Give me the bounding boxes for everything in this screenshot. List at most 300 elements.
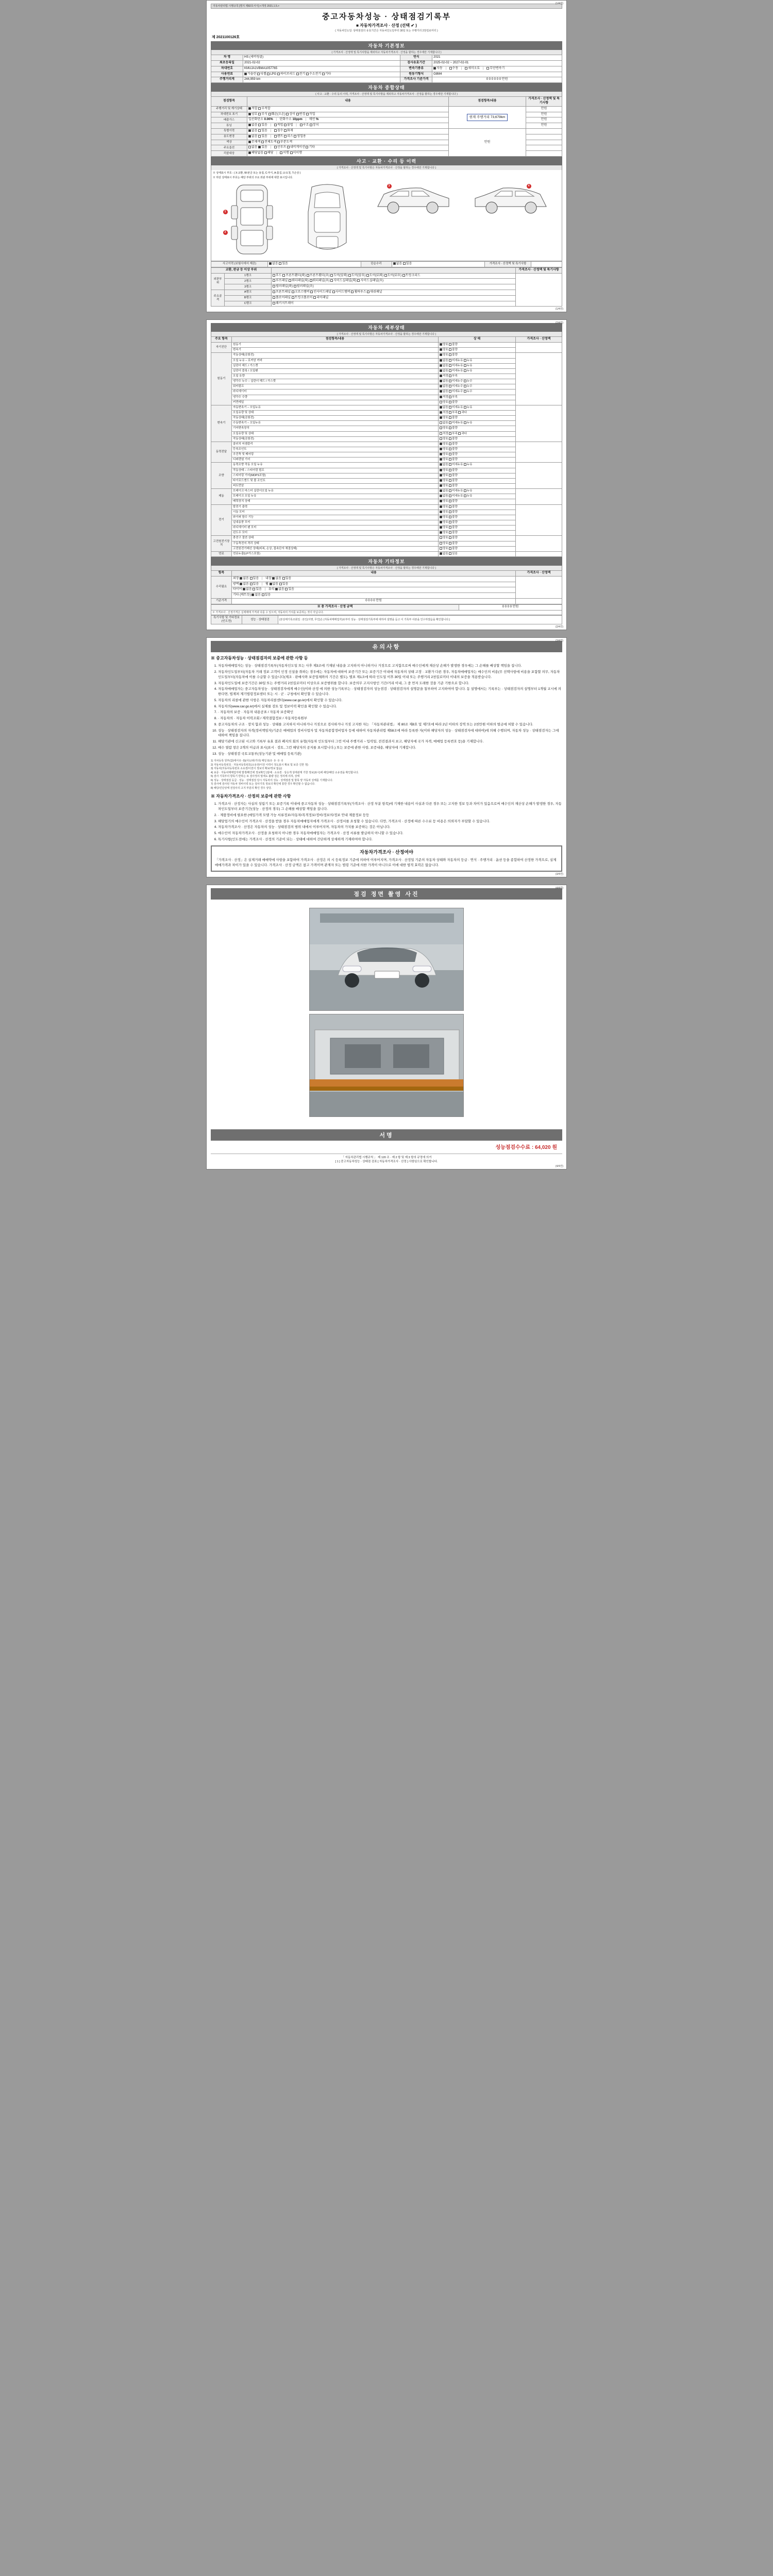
checkbox-option[interactable]: 불량 — [449, 458, 458, 461]
checkbox-option[interactable]: 부족 — [449, 375, 458, 378]
checkbox-option[interactable]: 양호 — [440, 453, 448, 456]
car-diagram-side-left — [372, 181, 454, 218]
detail-state-table — [211, 336, 562, 557]
price-cell-merged: 만원 — [449, 129, 526, 157]
checkbox-option[interactable]: 없음 — [248, 129, 258, 132]
checkbox-option[interactable]: 필러패널(좌) — [273, 285, 293, 288]
row-value-3 — [531, 262, 562, 267]
row-options: 없음 있음 | 적법 불법 | 구조 장치 — [247, 123, 449, 129]
checkbox-option[interactable]: 양호 — [440, 416, 448, 419]
checkbox-option[interactable]: 불량 — [449, 536, 458, 539]
checkbox-option[interactable]: 과다 — [458, 411, 467, 414]
checkbox-option[interactable]: 없음 — [440, 421, 448, 425]
price-cell — [516, 576, 562, 598]
table-row — [211, 279, 562, 284]
sub-item: 7) 검사에 검사된 자동차 정비이력 또는 검사기록 정보의 확인에 통한 경우 확인할 수 없습니다. — [211, 783, 315, 786]
checkbox-option[interactable]: 있음 — [258, 124, 267, 127]
transmission-options: 자동 | 수동 | 세미오토 | 무단변속기 — [432, 66, 562, 72]
checkbox-option[interactable]: 양호 — [440, 511, 448, 514]
checkbox-option[interactable]: 불량 — [449, 416, 458, 419]
checkbox-option[interactable]: 부족 — [449, 411, 458, 414]
checkbox-option[interactable]: 없음 — [251, 594, 261, 597]
list-item: 8. · 자동차의 · 자동차 이력조회 / 제작결함정보 / 자동차등록원부 — [218, 716, 562, 721]
checkbox-option[interactable]: 불량 — [449, 401, 458, 404]
checkbox-option[interactable]: 미세누유 — [449, 364, 463, 367]
list-item: 3. 해당업기의 매수인이 가격조사 · 산정을 받을 경우 자동차매매업자에게 가격조사 · 산정서를 요청할 수 있습니다. 다만, 가격조사 · 산정에 따른 수수료 등 비용은 의뢰자가 부담할 수 있습니다. — [218, 819, 562, 824]
table-row — [211, 436, 562, 442]
price-cell — [516, 551, 562, 556]
parts-rank-items — [272, 295, 516, 301]
table-row — [211, 526, 562, 531]
row-options: 외장 없음 있음 | 내장 없음 있음 — [232, 576, 516, 582]
checkbox-option[interactable]: 있음 — [403, 262, 412, 265]
section-note-other: ( 가격조사 · 산정액 및 특기사항은 자동차가격조사 · 산정을 할하는 경우에만 기재합니다 ) — [211, 566, 562, 570]
checkbox-option[interactable]: 이행 — [280, 151, 289, 155]
checkbox-option[interactable]: 불량 — [449, 453, 458, 456]
guarantee-title: 자동차가격조사 · 산정여야 — [360, 849, 413, 855]
checkbox-option[interactable]: 휠하우스 — [351, 291, 366, 294]
form-legal-note: 자동차관리법 시행규칙 [별지 제82호서식] <개정 2021.1.5.> — [211, 4, 562, 9]
checkbox-option[interactable]: 부족 — [449, 396, 458, 399]
checkbox-option[interactable]: 디젤 — [257, 73, 266, 76]
checkbox-option[interactable]: 불량 — [449, 500, 458, 503]
checkbox-option[interactable]: 없음 — [275, 588, 284, 591]
list-item: 2. · 제품정비에 필요한 (매입가격 모델 가능 서류정보/자동차/목적정보/정비/정보의/정보 안내 제품정보 등등 — [218, 813, 562, 818]
row-options — [268, 262, 361, 267]
checkbox-option[interactable]: 무단변속기 — [486, 67, 505, 70]
checkbox-option[interactable]: 프론트휀더(우) — [307, 274, 330, 277]
checkbox-option[interactable]: 사이드실패널(좌) — [330, 279, 357, 282]
checkbox-option[interactable]: 없음 — [440, 390, 448, 393]
checkbox-option[interactable]: 미세누수 — [449, 390, 463, 393]
item-label: 디퍼렌셜 기어 — [232, 457, 439, 463]
checkbox-option[interactable]: 리스 — [284, 135, 293, 138]
checkbox-option[interactable]: 없음 — [440, 406, 448, 409]
photo-area — [211, 900, 562, 1125]
checkbox-option[interactable]: 도어(뒤우) — [384, 274, 401, 277]
section-band-detail: 자동차 세부상태 — [211, 323, 562, 332]
table-row — [211, 295, 562, 301]
checkbox-option[interactable]: 양호 — [440, 343, 448, 346]
checkbox-option[interactable]: 하이브리드 — [277, 73, 295, 76]
price-cell — [516, 405, 562, 442]
checkbox-option[interactable]: 작업 — [306, 113, 315, 116]
checkbox-option[interactable]: 없음 — [248, 146, 258, 149]
checkbox-option[interactable]: 누유 — [464, 369, 473, 372]
item-label: 오일유량 및 상태 — [232, 431, 439, 436]
checkbox-option[interactable]: 불법 — [284, 124, 293, 127]
other-info-table — [211, 570, 562, 604]
checkbox-option[interactable]: 양호 — [440, 516, 448, 519]
checkbox-option[interactable]: 불량 — [449, 521, 458, 524]
checkbox-option[interactable]: 수동 — [449, 67, 459, 70]
checkbox-option[interactable]: 미세누수 — [449, 380, 463, 383]
checkbox-option[interactable]: 없음 — [440, 369, 448, 372]
checkbox-option[interactable]: 수소전기 — [306, 73, 321, 76]
special-text: (본상태기록조회일 : 본인(서명, 무인)은 (자동차매매업자)로부터 성능 · 상태점검기록부에 대하여 설명을 듣고 이 기록부 사본을 인수하였음을 확인합니다.) — [278, 616, 562, 624]
checkbox-option[interactable]: 루프패널 — [273, 279, 288, 282]
list-item: 10. 성능 · 상태점검자의 자격(정비책임자)기준은 매매업의 정비사업자 및 자동차종합정비업자 등에 대하여 자동차관리법 제58조에 따라 등록한 자(이하 해당자의 성능 · 상태점검자에 대하여)에 의해 수행되며, 자동차 성능 · 상태점검자는 그에 대하여 책임을 집니다. — [218, 728, 562, 739]
item-label: 오일 누유 – 로커암 커버 — [232, 358, 439, 363]
parts-rank-label: 2랭크 — [225, 279, 272, 284]
checkbox-option[interactable]: 부족 — [449, 432, 458, 435]
checkbox-option[interactable]: 양호 — [440, 547, 448, 550]
checkbox-option[interactable]: LPG — [267, 73, 276, 76]
page-1 — [206, 0, 567, 312]
checkbox-option[interactable]: 기타 — [306, 146, 315, 149]
car-diagram-top — [299, 181, 356, 259]
checkbox-option[interactable]: 누유 — [464, 364, 473, 367]
checkbox-option[interactable]: 세미오토 — [465, 67, 480, 70]
checkbox-option[interactable]: 있음 — [250, 577, 259, 580]
checkbox-option[interactable]: 트렁크플로어 — [292, 296, 313, 299]
item-options — [439, 515, 516, 520]
checkbox-option[interactable]: 미이행 — [290, 151, 302, 155]
checkbox-option[interactable]: 불량 — [449, 353, 458, 357]
price-cell — [526, 134, 562, 140]
checkbox-option[interactable]: 침수 — [274, 129, 283, 132]
item-label: 오일 유량 — [232, 374, 439, 379]
item-options — [439, 411, 516, 416]
table-row — [211, 55, 562, 61]
checkbox-option[interactable]: 있음 — [285, 588, 294, 591]
checkbox-option[interactable]: 도어(앞좌) — [330, 274, 347, 277]
item-label: 윈도우 모터 — [232, 531, 439, 536]
checkbox-option[interactable]: 불량 — [449, 531, 458, 534]
checkbox-option[interactable]: 누수 — [464, 390, 473, 393]
checkbox-option[interactable]: 양호 — [440, 479, 448, 482]
group-label: 조향 — [211, 463, 232, 489]
checkbox-option[interactable]: 누수 — [464, 385, 473, 388]
checkbox-option[interactable]: 누유 — [464, 359, 473, 362]
vehicle-underbody-photo — [309, 1014, 464, 1117]
checkbox-option[interactable]: 없음 — [440, 380, 448, 383]
parts-rank-items — [272, 273, 516, 279]
checkbox-option[interactable]: 필러패널(우) — [294, 285, 314, 288]
checkbox-option[interactable]: 없음 — [272, 577, 281, 580]
item-options — [439, 457, 516, 463]
car-top-svg — [299, 181, 356, 258]
checkbox-option[interactable]: 해당없음 — [248, 151, 263, 155]
checkbox-option[interactable]: 불량 — [449, 542, 458, 545]
checkbox-option[interactable]: 전체도색 — [261, 141, 276, 144]
page-3 — [206, 637, 567, 877]
checkbox-option[interactable]: 불량 — [449, 469, 458, 472]
row-label: 특별이력 — [211, 129, 247, 134]
checkbox-option[interactable]: 있음 — [449, 552, 458, 555]
checkbox-option[interactable]: 양호 — [440, 443, 448, 446]
table-row — [211, 353, 562, 358]
checkbox-option[interactable]: 없음 — [240, 577, 249, 580]
checkbox-option[interactable]: 없음 — [270, 583, 279, 586]
document-number — [212, 35, 562, 40]
checkbox-option[interactable]: 사이드실패널(우) — [357, 279, 383, 282]
item-options — [439, 343, 516, 348]
checkbox-option[interactable]: 패키지트레이 — [273, 302, 294, 305]
checkbox-option[interactable]: 리어패널 — [313, 296, 328, 299]
checkbox-option[interactable]: 양호 — [440, 521, 448, 524]
checkbox-option[interactable]: 양호 — [440, 353, 448, 357]
table-row — [211, 379, 562, 384]
item-options — [439, 442, 516, 447]
checkbox-option[interactable]: 미세누유 — [449, 369, 463, 372]
price-cell — [516, 343, 562, 353]
checkbox-option[interactable]: 적정 — [440, 432, 448, 435]
total-value: 0 0 0 0 만원 — [459, 604, 562, 610]
checkbox-option[interactable]: 누유 — [464, 495, 473, 498]
checkbox-option[interactable]: 미세누유 — [449, 489, 463, 493]
damaged-parts-table — [211, 267, 562, 307]
damage-marker: 1 — [223, 210, 228, 214]
notice-section-1-title: ※ 중고자동차성능 · 상태점검자의 보증에 관한 사항 등 — [211, 656, 308, 661]
checkbox-option[interactable]: 있음 — [282, 577, 292, 580]
checkbox-option[interactable]: 화재 — [284, 129, 293, 132]
checkbox-option[interactable]: 기타 — [322, 73, 331, 76]
row-options — [247, 112, 449, 117]
checkbox-option[interactable]: 양호 — [440, 531, 448, 534]
damage-marker: 2 — [223, 230, 228, 235]
checkbox-option[interactable]: 없음 — [248, 124, 258, 127]
item-options — [439, 363, 516, 368]
checkbox-option[interactable]: 변경 — [296, 113, 306, 116]
checkbox-option[interactable]: 양호 — [440, 437, 448, 440]
footer-line-1: 「 자동차관리법 시행규칙 」 제 120 조 · 제 2 항 및 제 3 항의 규정에 의거 — [341, 1156, 432, 1159]
checkbox-option[interactable]: 없음 — [440, 359, 448, 362]
checkbox-option[interactable]: 없음 — [440, 385, 448, 388]
sub-item: 8) 해당/진단상태 전검사의 고지 부분의 확인 경우 상당. — [211, 786, 272, 790]
table-header-row — [211, 570, 562, 576]
checkbox-option[interactable]: 있음 — [258, 135, 267, 138]
item-options — [439, 368, 516, 374]
checkbox-option[interactable]: 적정 — [440, 375, 448, 378]
checkbox-option[interactable]: 양호 — [440, 427, 448, 430]
col-header-item: 점검항목 — [211, 97, 247, 107]
list-item: 3. 자동차인도일에 보증기간은 30일 또는 주행거리 2천킬로미터 이상으로 보증범위를 합니다. 보증의무 고지사항인 기간/거리 이내, 그 중 먼저 도래한 것을 기준 기한으로 합니다. — [218, 681, 562, 686]
checkbox-option[interactable]: 도어(뒤좌) — [366, 274, 383, 277]
checkbox-option[interactable]: 내비게이션 — [287, 146, 305, 149]
checkbox-option[interactable]: 부분도색 — [277, 141, 292, 144]
list-item: 2. 자동차인도일부터(자동차 거래 정보 고객이 인정 신설을 취하는 경우에는 자동차에 대하여 보증기간 또는 보증기간 이내에 자동차의 상태 고장 · 교환가 다른 경우, 자동차매매업자는 매수인의 비용(무 선택사항에 비용을 포함할 의무, 자동차인도일부터(자동차에 이를 수급할 수 있습니다(제조 · 판매사와 보증업체와의 기간은 별도). 별표 제1조에 따라 인도일 이후 30일 이내 또는 주행거리 2천킬로미터 이내의 보증을 적용받습니다. — [218, 670, 562, 680]
checkbox-option[interactable]: 없음 — [269, 262, 278, 265]
sub-item: 1) 지차등록 원부(갑)에서 0 - 0)(사도/위/기타) 매일 0) 0 · 0 · 0 · 0 — [211, 759, 283, 763]
checkbox-option[interactable]: 불량 — [449, 479, 458, 482]
checkbox-option[interactable]: 불량 — [449, 526, 458, 529]
checkbox-option[interactable]: 불량 — [449, 474, 458, 477]
diagram-legend-2: ※ 하단 상태표시 부호는 해당 부위의 주요 외판 부위에 대한 표시입니다. — [213, 176, 293, 179]
checkbox-option[interactable]: 해당 — [264, 151, 274, 155]
checkbox-option[interactable]: 없음 — [393, 262, 402, 265]
checkbox-option[interactable]: 양호 — [248, 113, 258, 116]
checkbox-option[interactable]: 트렁크리드 — [402, 274, 421, 277]
checkbox-option[interactable]: 양호 — [440, 458, 448, 461]
checkbox-option[interactable]: 양호 — [440, 542, 448, 545]
checkbox-option[interactable]: 적정 — [440, 411, 448, 414]
checkbox-option[interactable]: 적법 — [274, 124, 283, 127]
checkbox-option[interactable]: 양호 — [440, 474, 448, 477]
checkbox-option[interactable]: 가솔린 — [244, 73, 256, 76]
checkbox-option[interactable]: 미세누유 — [449, 495, 463, 498]
item-options — [439, 426, 516, 431]
checkbox-option[interactable]: 크로스멤버 — [292, 291, 310, 294]
item-options — [439, 431, 516, 436]
checkbox-option[interactable]: 있음 — [279, 583, 289, 586]
checkbox-option[interactable]: 불량 — [449, 484, 458, 487]
checkbox-option[interactable]: 프론트패널 — [273, 291, 291, 294]
table-row — [211, 551, 562, 556]
checkbox-option[interactable]: 훼손(오손) — [268, 113, 285, 116]
row-label: 리콜대상 — [211, 151, 247, 157]
damage-diagram-area — [211, 170, 562, 261]
list-item: 6. 자동차의(www.car.go.kr)에서 실제를 검토 및 정보이력 확인을 확인할 수 있습니다. — [218, 704, 562, 709]
checkbox-option[interactable]: 플로어패널 — [273, 296, 291, 299]
notice-title: 유의사항 — [211, 641, 562, 652]
checkbox-option[interactable]: 불량 — [449, 437, 458, 440]
checkbox-option[interactable]: 적합 — [248, 107, 258, 110]
section-band-other: 자동차 기타정보 — [211, 557, 562, 566]
section-note-overall: ( 사고 · 교환 · 수리 등의 이력, 가격조사 · 산정액 및 특기사항을 제외하고 자동차가격조사 · 산정을 할하는 경우에만 기재합니다 ) — [211, 92, 562, 96]
item-options — [439, 353, 516, 358]
checkbox-option[interactable]: 불량 — [449, 511, 458, 514]
checkbox-option[interactable]: 영업용 — [294, 135, 306, 138]
checkbox-option[interactable]: 미세누수 — [449, 385, 463, 388]
checkbox-option[interactable]: 누유 — [464, 421, 473, 425]
checkbox-option[interactable]: 있음 — [262, 594, 271, 597]
checkbox-option[interactable]: 없음 — [440, 463, 448, 466]
row-value: HS (세버링클) — [243, 55, 400, 61]
checkbox-option[interactable]: 부식 — [258, 113, 267, 116]
checkbox-option[interactable]: 과다 — [458, 432, 467, 435]
checkbox-option[interactable]: 있음 — [258, 129, 267, 132]
checkbox-option[interactable]: 미세누유 — [449, 359, 463, 362]
list-item: 6. 특기사항(인도전에는 가격조사 · 산정의 기준이 되는 · 상태에 대하여 간단하게 상세하게 기재하여야 합니다. — [218, 837, 562, 842]
checkbox-option[interactable]: 있음 — [279, 262, 288, 265]
checkbox-option[interactable]: 없음 — [243, 588, 252, 591]
checkbox-option[interactable]: 없음 — [440, 489, 448, 493]
checkbox-option[interactable]: 양호 — [440, 526, 448, 529]
checkbox-option[interactable]: 자동 — [433, 67, 443, 70]
checkbox-option[interactable]: 불량 — [449, 547, 458, 550]
checkbox-option[interactable]: 없음 — [440, 552, 448, 555]
checkbox-option[interactable]: 없음 — [440, 495, 448, 498]
checkbox-option[interactable]: 있음 — [253, 588, 262, 591]
checkbox-option[interactable]: 양호 — [440, 469, 448, 472]
checkbox-option[interactable]: 렌트 — [274, 135, 283, 138]
parts-rank-items — [272, 290, 516, 295]
checkbox-option[interactable]: 누수 — [464, 380, 473, 383]
checkbox-option[interactable]: 후드 — [273, 274, 282, 277]
item-label: 동력조향 작동 오일 누유 — [232, 463, 439, 468]
row-label-2: 연식 — [400, 55, 432, 61]
list-item: 5. 매수인이 자동차가격조사 · 산정을 요청하지 아니한 경우 자동차매매업자는 가격조사 · 산정 서류를 발급하지 아니할 수 있습니다. — [218, 831, 562, 836]
table-row — [211, 400, 562, 405]
parts-rank-label: 1랭크 — [225, 273, 272, 279]
row-label: 색상 — [211, 140, 247, 145]
checkbox-option[interactable]: 양호 — [440, 536, 448, 539]
checkbox-option[interactable]: 전기 — [296, 73, 306, 76]
checkbox-option[interactable]: 없음 — [248, 135, 258, 138]
checkbox-option[interactable]: 누유 — [464, 489, 473, 493]
checkbox-option[interactable]: 있음 — [258, 146, 267, 149]
checkbox-option[interactable]: 불량 — [449, 516, 458, 519]
checkbox-option[interactable]: 불량 — [449, 505, 458, 509]
table-row — [211, 504, 562, 510]
table-row — [211, 431, 562, 436]
checkbox-option[interactable]: 양호 — [440, 348, 448, 351]
checkbox-option[interactable]: 있음 — [250, 583, 259, 586]
checkbox-option[interactable]: 불량 — [449, 443, 458, 446]
table-row — [211, 541, 562, 546]
footer-note — [211, 1154, 562, 1164]
checkbox-option[interactable]: 도어(앞우) — [348, 274, 365, 277]
checkbox-option[interactable]: 구조 — [300, 124, 309, 127]
checkbox-option[interactable]: 쿼터패널(우) — [310, 279, 330, 282]
checkbox-option[interactable]: 장치 — [310, 124, 319, 127]
col-header-content: 내용 — [232, 570, 516, 576]
checkbox-option[interactable]: 미세누유 — [449, 463, 463, 466]
item-label: 브레이크 마스터 실린더오일 누유 — [232, 489, 439, 494]
item-options — [439, 504, 516, 510]
checkbox-option[interactable]: 프론트휀더(좌) — [282, 274, 306, 277]
inspection-fee-value: 64,020 원 — [534, 1144, 557, 1150]
checkbox-option[interactable]: 누유 — [464, 463, 473, 466]
checkbox-option[interactable]: 없음 — [240, 583, 249, 586]
special-note-table — [211, 615, 562, 624]
section-note-basic: ( 가격조사 · 산정액 및 특기사항을 제외하고 자동차가격조사 · 산정을 할하는 경우에만 기재합니다 ) — [211, 50, 562, 55]
checkbox-option[interactable]: 누유 — [464, 406, 473, 409]
item-options — [439, 473, 516, 478]
checkbox-option[interactable]: 불량 — [449, 343, 458, 346]
item-label: 라디에이터 — [232, 389, 439, 395]
checkbox-option[interactable]: 무채색 — [248, 141, 260, 144]
checkbox-option[interactable]: 부적합 — [258, 107, 270, 110]
row-options — [247, 140, 449, 145]
table-row — [211, 343, 562, 348]
checkbox-option[interactable]: 미세누유 — [449, 421, 463, 425]
list-item: 12. 매수 열람 창은 2개의 이급과 표시(표시 · 검토, 그런 해당자의 공지를 표시합니다.) 또는 보증에 관한 사항, 보증내용, 해당자에 기재합니다. — [218, 745, 562, 751]
checkbox-option[interactable]: 양호 — [440, 401, 448, 404]
list-item: 13. 성능 · 상태점검 국토교통부(성능기관 및 매매업 등록기관) — [218, 752, 562, 757]
checkbox-option[interactable]: 쿼터패널(좌) — [289, 279, 309, 282]
item-options — [439, 468, 516, 473]
damage-marker: 4 — [527, 184, 531, 189]
checkbox-option[interactable]: 불량 — [449, 448, 458, 451]
checkbox-option[interactable]: 대쉬패널 — [367, 291, 382, 294]
checkbox-option[interactable]: 미세누유 — [449, 406, 463, 409]
guarantee-box — [211, 845, 562, 872]
checkbox-option[interactable]: 양호 — [440, 500, 448, 503]
checkbox-option[interactable]: 불량 — [449, 348, 458, 351]
checkbox-option[interactable]: 불량 — [449, 427, 458, 430]
total-note: ※ 가격조사 · 산정가격은 실제매매 가격과 다를 수 있으며, 자동차의 가치를 보증하는 것이 아닙니다. — [211, 610, 562, 615]
checkbox-option[interactable]: 양호 — [440, 505, 448, 509]
checkbox-option[interactable]: 양호 — [440, 448, 448, 451]
checkbox-option[interactable]: 없음 — [440, 364, 448, 367]
row-label: 배출가스 — [211, 117, 247, 123]
item-label: 작동상태(공회전) — [232, 436, 439, 442]
checkbox-option[interactable]: 사이드멤버 — [332, 291, 350, 294]
checkbox-option[interactable]: 상이 — [286, 113, 295, 116]
table-row — [211, 374, 562, 379]
table-row — [211, 593, 562, 599]
checkbox-option[interactable]: 선루프 — [274, 146, 286, 149]
item-label: 와이퍼 함수 기능 — [232, 515, 439, 520]
sub-item: 4) 보증 · 자동차매매업자에 발생/확인에 정보확인 (담배 · 소유권 · 상승개 상태관계 기한 정보(표시)에 해당/해당 소유권을 확인합니다. — [211, 771, 359, 774]
checkbox-option[interactable]: 양호 — [440, 484, 448, 487]
table-row — [211, 604, 562, 610]
checkbox-option[interactable]: 적정 — [440, 396, 448, 399]
checkbox-option[interactable]: 인사이드패널 — [310, 291, 331, 294]
item-label: 라디에이터 팬 모터 — [232, 526, 439, 531]
